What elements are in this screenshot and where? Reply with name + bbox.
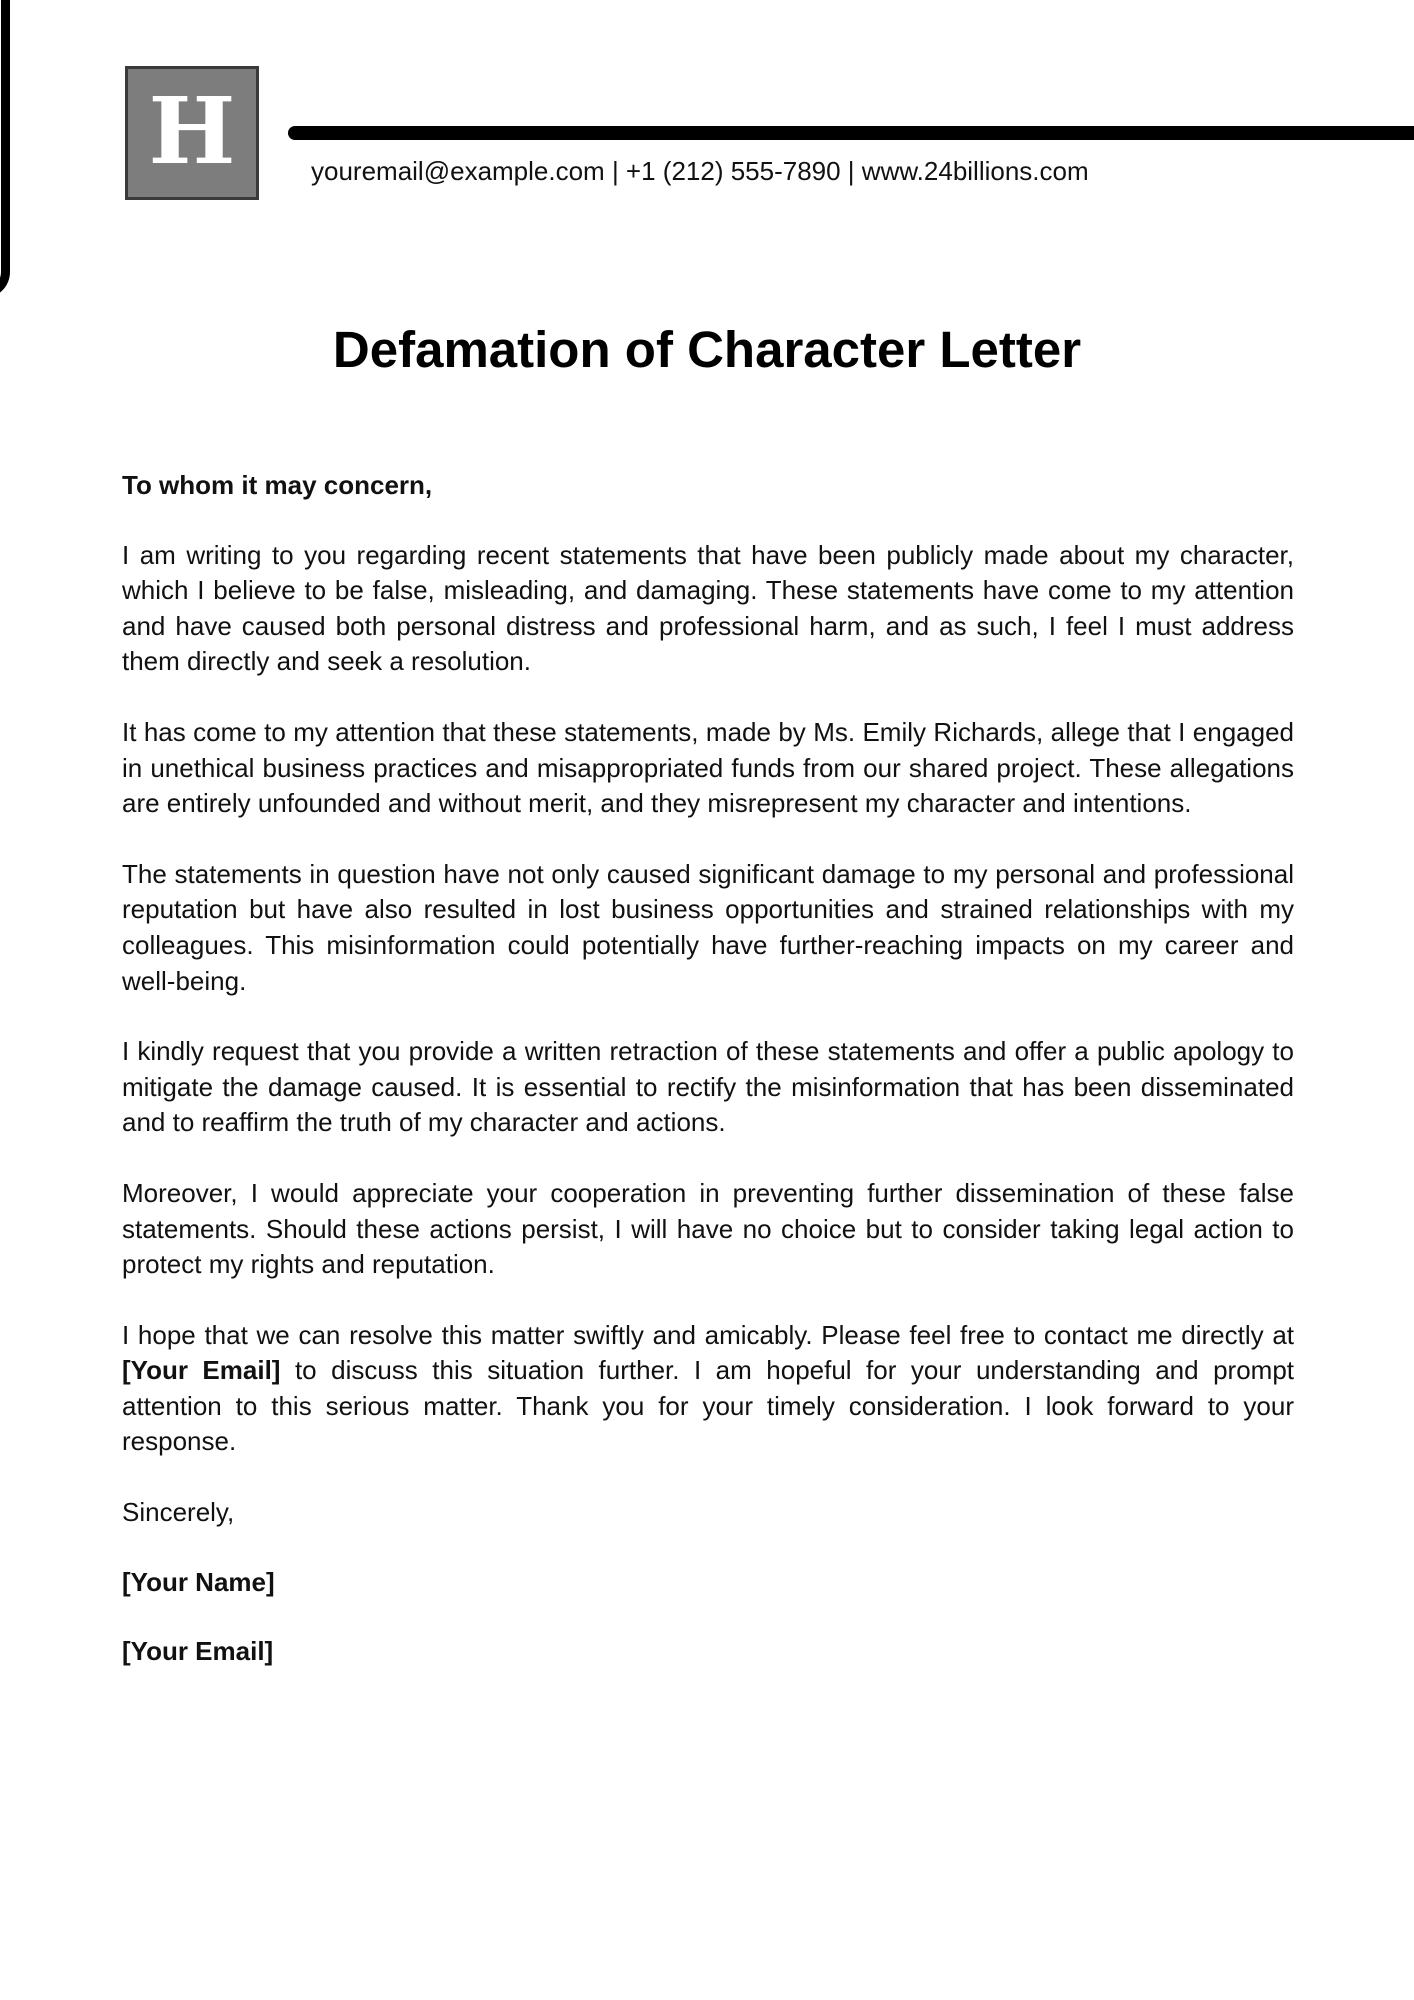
contact-info: youremail@example.com | +1 (212) 555-7890 | www.24billions.com xyxy=(311,156,1089,186)
paragraph-6-text-start: I hope that we can resolve this matter swiftly and amicably. Please feel free to contact me directly at xyxy=(122,1319,1294,1350)
paragraph-6 xyxy=(122,1318,1294,1460)
signature-name: [Your Name] xyxy=(122,1566,275,1597)
decorative-bracket xyxy=(0,0,10,298)
paragraph-4: I kindly request that you provide a written retraction of these statements and offer a public apology to mitigate the damage caused. It is essential to rectify the misinformation that has been disseminated and to reaffirm the truth of my character and actions. xyxy=(122,1036,1294,1138)
page-title: Defamation of Character Letter xyxy=(332,321,1082,378)
paragraph-6-text-end: to discuss this situation further. I am hopeful for your understanding and prompt attention to this serious matter. Thank you for your timely consideration. I look forward to your response. xyxy=(122,1355,1294,1457)
logo xyxy=(125,66,259,200)
logo-letter: H xyxy=(148,77,236,185)
paragraph-1: I am writing to you regarding recent statements that have been publicly made about my character, which I believe to be false, misleading, and damaging. These statements have come to my attention and have caused both personal distress and professional harm, and as such, I feel I must address them directly and seek a resolution. xyxy=(122,539,1294,677)
paragraph-5: Moreover, I would appreciate your cooperation in preventing further dissemination of these false statements. Should these actions persist, I will have no choice but to consider taking legal action to protect my rights and reputation. xyxy=(122,1177,1294,1280)
signature-email: [Your Email] xyxy=(122,1636,274,1667)
salutation: To whom it may concern, xyxy=(122,470,433,500)
paragraph-2: It has come to my attention that these statements, made by Ms. Emily Richards, allege that I engaged in unethical business practices and misappropriated funds from our shared project. These allegations are entirely unfounded and without merit, and they misrepresent my character and intentions. xyxy=(122,716,1294,819)
closing: Sincerely, xyxy=(122,1497,235,1528)
header-divider xyxy=(288,126,1414,140)
paragraph-3: The statements in question have not only caused significant damage to my personal and professional reputation but have also resulted in lost business opportunities and strained relationships with my colleagues. This misinformation could potentially have further-reaching impacts on my career and well-being. xyxy=(122,858,1294,996)
letter-body xyxy=(122,468,1294,1704)
inline-email-placeholder: [Your Email] xyxy=(122,1355,281,1386)
